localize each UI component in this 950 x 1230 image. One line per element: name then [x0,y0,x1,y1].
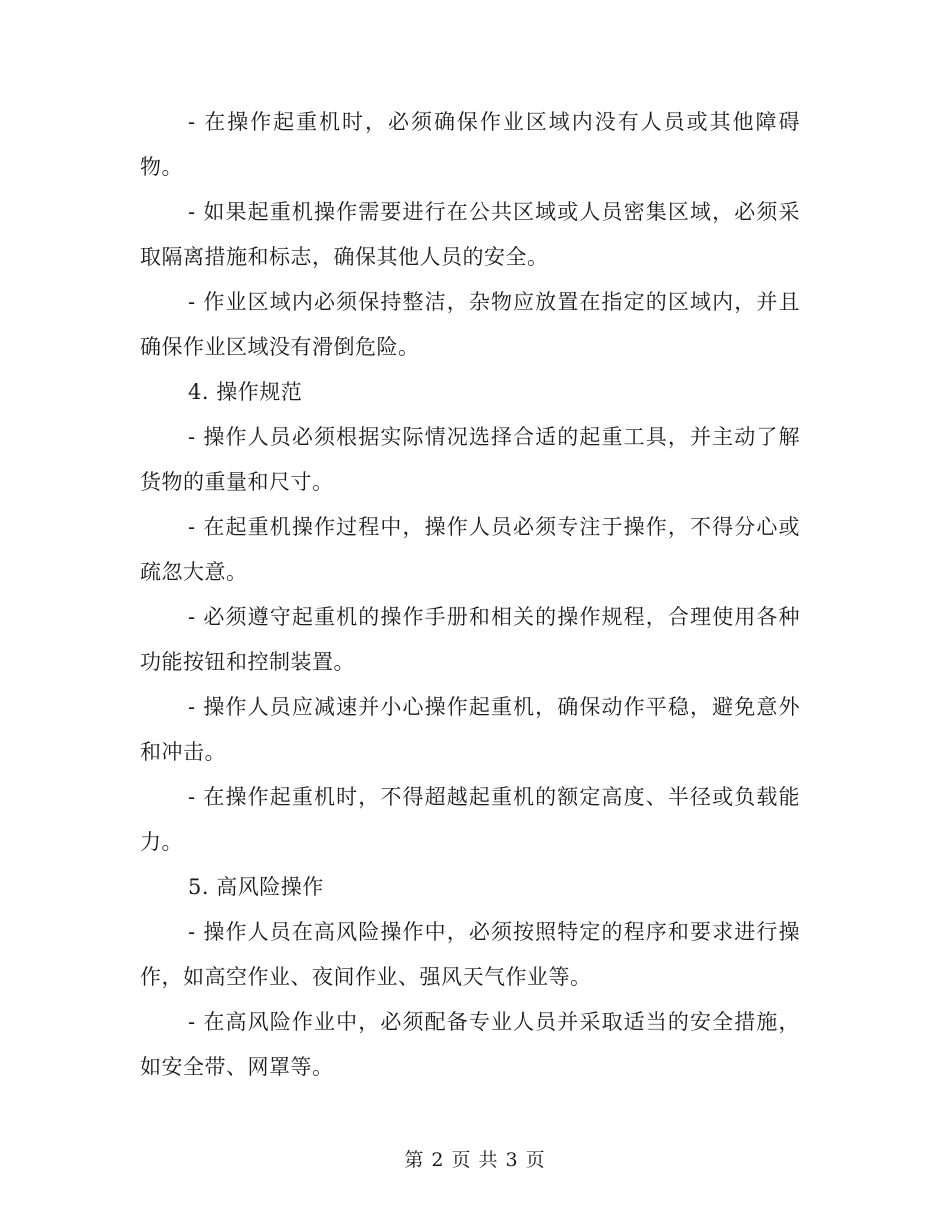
paragraph: - 操作人员应减速并小心操作起重机，确保动作平稳，避免意外和冲击。 [140,695,800,764]
paragraph: - 在高风险作业中，必须配备专业人员并采取适当的安全措施，如安全带、网罩等。 [140,1010,800,1079]
paragraph: - 作业区域内必须保持整洁，杂物应放置在指定的区域内，并且确保作业区域没有滑倒危险。 [140,290,800,359]
page-number-footer: 第 2 页 共 3 页 [404,1149,546,1171]
document-body [140,100,800,1090]
section-heading: 4. 操作规范 [188,380,303,404]
section-heading: 5. 高风险操作 [188,875,324,899]
paragraph: - 操作人员在高风险操作中，必须按照特定的程序和要求进行操作，如高空作业、夜间作业、强风天气作业等。 [140,920,800,989]
paragraph: - 如果起重机操作需要进行在公共区域或人员密集区域，必须采取隔离措施和标志，确保其他人员的安全。 [140,200,800,269]
paragraph: - 操作人员必须根据实际情况选择合适的起重工具，并主动了解货物的重量和尺寸。 [140,425,800,494]
paragraph: - 在操作起重机时，不得超越起重机的额定高度、半径或负载能力。 [140,785,800,854]
paragraph: - 必须遵守起重机的操作手册和相关的操作规程，合理使用各种功能按钮和控制装置。 [140,605,800,674]
paragraph: - 在操作起重机时，必须确保作业区域内没有人员或其他障碍物。 [140,110,800,179]
paragraph: - 在起重机操作过程中，操作人员必须专注于操作，不得分心或疏忽大意。 [140,515,800,584]
